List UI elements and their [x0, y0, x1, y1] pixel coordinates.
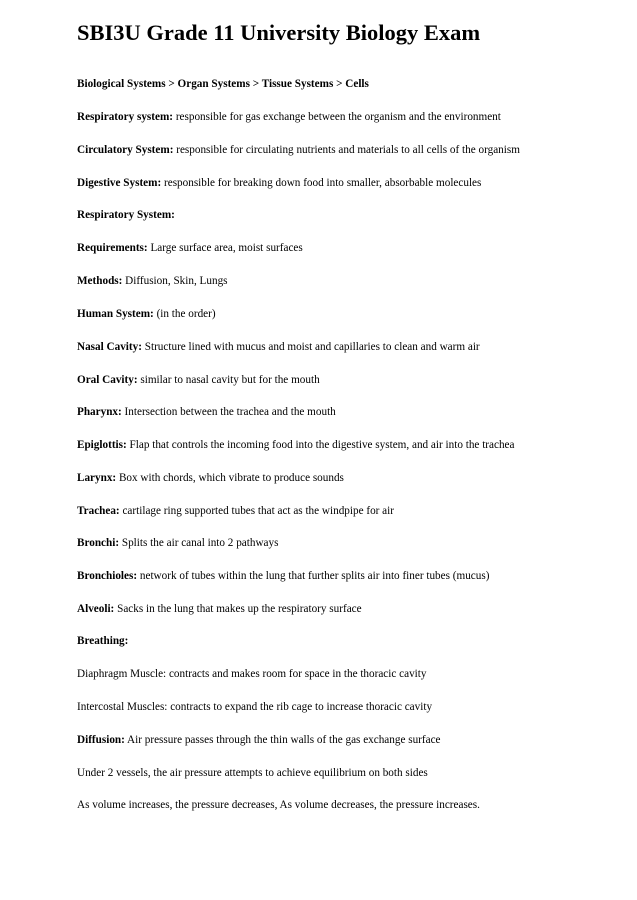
- paragraph-text: Splits the air canal into 2 pathways: [119, 537, 279, 549]
- paragraph-term: Bronchi:: [77, 537, 120, 549]
- paragraph-term: Requirements:: [77, 242, 148, 254]
- paragraph-text: Intersection between the trachea and the mouth: [121, 406, 336, 418]
- paragraph-text: responsible for breaking down food into smaller, absorbable molecules: [161, 177, 482, 189]
- hierarchy-line: [77, 77, 369, 91]
- paragraph: [77, 143, 520, 157]
- paragraph-term: Breathing:: [77, 635, 129, 647]
- paragraph: [77, 766, 428, 780]
- paragraph-term: Alveoli:: [77, 603, 115, 615]
- paragraph-term: Trachea:: [77, 505, 120, 517]
- paragraph-term: Circulatory System:: [77, 144, 174, 156]
- paragraph-text: Box with chords, which vibrate to produce sounds: [116, 472, 344, 484]
- paragraph: [77, 241, 303, 255]
- paragraph-term: Pharynx:: [77, 406, 122, 418]
- paragraph: [77, 504, 394, 518]
- paragraph: [77, 798, 480, 812]
- paragraph-text: Structure lined with mucus and moist and capillaries to clean and warm air: [141, 341, 480, 353]
- paragraph-text: Air pressure passes through the thin walls of the gas exchange surface: [124, 734, 441, 746]
- paragraph-text: Under 2 vessels, the air pressure attempts to achieve equilibrium on both sides: [77, 767, 428, 779]
- document-title: SBI3U Grade 11 University Biology Exam: [77, 20, 481, 45]
- paragraph-text: Intercostal Muscles: contracts to expand the rib cage to increase thoracic cavity: [77, 701, 433, 713]
- paragraph: [77, 602, 362, 616]
- paragraph: [77, 176, 481, 190]
- paragraph-term: Diffusion:: [77, 734, 125, 746]
- paragraph: [77, 307, 216, 321]
- paragraph-text: Sacks in the lung that makes up the respiratory surface: [114, 603, 362, 615]
- paragraph: [77, 274, 228, 288]
- paragraph-text: responsible for gas exchange between the organism and the environment: [173, 111, 501, 123]
- paragraph-term: Digestive System:: [77, 177, 162, 189]
- paragraph-text: (in the order): [153, 308, 216, 320]
- paragraph-text: responsible for circulating nutrients and materials to all cells of the organism: [173, 144, 520, 156]
- hierarchy-text: Biological Systems > Organ Systems > Tissue Systems > Cells: [77, 78, 369, 90]
- paragraph-text: Flap that controls the incoming food into the digestive system, and air into the trachea: [126, 439, 515, 451]
- paragraph-text: As volume increases, the pressure decreases, As volume decreases, the pressure increases.: [77, 799, 480, 811]
- paragraph: [77, 405, 336, 419]
- paragraph-term: Human System:: [77, 308, 154, 320]
- paragraph: [77, 700, 432, 714]
- paragraph-text: Diaphragm Muscle: contracts and makes room for space in the thoracic cavity: [77, 668, 427, 680]
- paragraph-term: Larynx:: [77, 472, 117, 484]
- paragraph: [77, 340, 480, 354]
- paragraph: [77, 208, 175, 222]
- paragraph-term: Bronchioles:: [77, 570, 138, 582]
- paragraph: [77, 733, 441, 747]
- paragraph: [77, 373, 320, 387]
- paragraph-text: cartilage ring supported tubes that act as the windpipe for air: [119, 505, 394, 517]
- paragraph-term: Nasal Cavity:: [77, 341, 142, 353]
- paragraph-text: network of tubes within the lung that further splits air into finer tubes (mucus): [137, 570, 490, 582]
- paragraph-text: Diffusion, Skin, Lungs: [122, 275, 228, 287]
- paragraph: [77, 569, 489, 583]
- paragraph: [77, 471, 344, 485]
- paragraph-term: Methods:: [77, 275, 123, 287]
- paragraph-term: Respiratory System:: [77, 209, 175, 221]
- paragraph: [77, 667, 426, 681]
- paragraph: [77, 634, 128, 648]
- paragraph-term: Epiglottis:: [77, 439, 127, 451]
- paragraph: [77, 536, 278, 550]
- paragraph-text: similar to nasal cavity but for the mouth: [137, 374, 320, 386]
- paragraph: [77, 110, 501, 124]
- paragraph: [77, 438, 514, 452]
- paragraph-term: Respiratory system:: [77, 111, 174, 123]
- paragraph-term: Oral Cavity:: [77, 374, 138, 386]
- paragraph-text: Large surface area, moist surfaces: [147, 242, 303, 254]
